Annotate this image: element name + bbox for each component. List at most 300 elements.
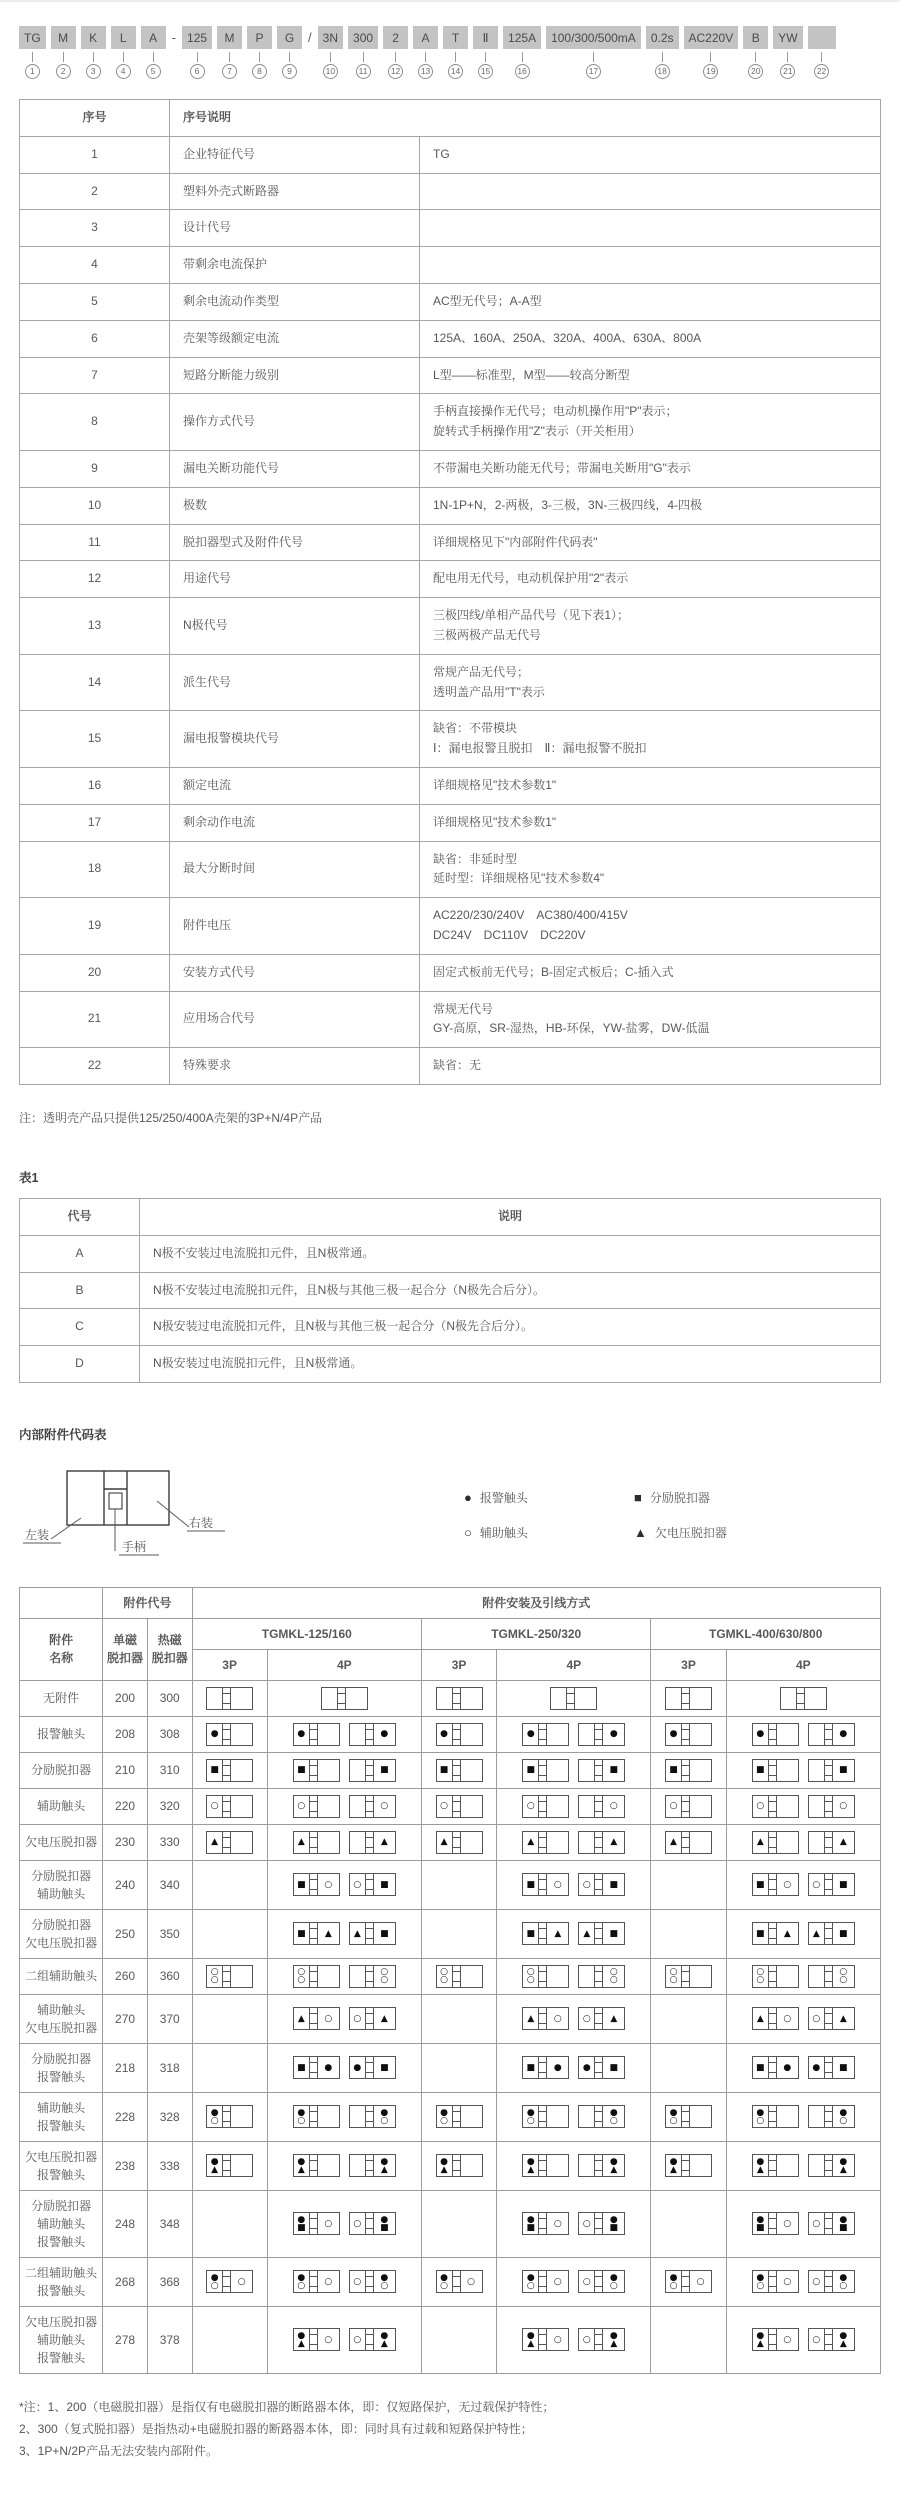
- legend-label: 欠电压脱扣器: [654, 1525, 727, 1540]
- diagram-right-slot: [318, 2155, 339, 2176]
- diagram-right-slot: [777, 2057, 798, 2078]
- row-detail: 1N-1P+N，2-两极，3-三极，3N-三极四线，4-四极: [420, 487, 881, 524]
- diagram-left-slot: [350, 1724, 366, 1745]
- attachment-symbol: ○: [839, 2280, 848, 2291]
- accessory-install-diagram: [808, 2105, 855, 2128]
- diagram-right-slot: [374, 1874, 395, 1895]
- code-number-badge: 6: [190, 64, 205, 79]
- row-number: 11: [20, 524, 170, 561]
- diagram-terminal-slot: [366, 1874, 374, 1895]
- diagram-cell: [425, 2154, 493, 2177]
- diagram-cell-td: [267, 1860, 421, 1909]
- diagram-left-slot: [753, 2008, 769, 2029]
- attachment-symbol: ●: [609, 2156, 618, 2167]
- thermal-mag-code: 370: [147, 1994, 192, 2043]
- accessory-install-diagram: [752, 1965, 799, 1988]
- attachment-symbol: ○: [839, 1975, 848, 1986]
- diagram-left-slot: [294, 2106, 310, 2127]
- attachment-symbol: ○: [669, 1967, 678, 1978]
- diagram-cell-td: [651, 1909, 726, 1958]
- diagram-terminal-slot: [769, 2213, 777, 2234]
- diagram-terminal-slot: [682, 2155, 690, 2176]
- table-row: [20, 1272, 881, 1309]
- attachment-symbol: ▲: [554, 1928, 562, 1939]
- row-description: 特殊要求: [170, 1048, 420, 1085]
- table-row: [20, 1680, 881, 1716]
- diagram-cell: [654, 2105, 722, 2128]
- diagram-cell-td: [651, 1788, 726, 1824]
- diagram-cell: [730, 2007, 877, 2030]
- attachment-symbol: ■: [380, 2222, 389, 2233]
- accessory-install-diagram: [206, 2270, 253, 2293]
- diagram-terminal-slot: [595, 2329, 603, 2350]
- diagram-terminal-slot: [595, 1724, 603, 1745]
- diagram-left-slot: [579, 2329, 595, 2350]
- thermal-mag-code: 310: [147, 1752, 192, 1788]
- attachment-symbol: ■: [380, 1879, 389, 1890]
- table-row: [20, 767, 881, 804]
- diagram-right-slot: [374, 1724, 395, 1745]
- diagram-left-slot: [809, 1874, 825, 1895]
- diagram-terminal-slot: [310, 1966, 318, 1987]
- table-row: [20, 524, 881, 561]
- row-number: 9: [20, 450, 170, 487]
- attachment-symbol: ○: [526, 1801, 535, 1812]
- accessory-name: 报警触头: [20, 1716, 103, 1752]
- code-tick: [289, 52, 290, 62]
- diagram-left-slot: [207, 1760, 223, 1781]
- single-mag-code: 268: [103, 2257, 148, 2306]
- accessory-install-diagram: [206, 2105, 253, 2128]
- code-number-badge: 2: [56, 64, 71, 79]
- diagram-left-slot: [207, 1724, 223, 1745]
- install-position-diagram: [19, 1463, 249, 1573]
- diagram-terminal-slot: [539, 1832, 547, 1853]
- acc-header-3p: 3P: [422, 1649, 497, 1680]
- diagram-cell-td: [726, 2043, 880, 2092]
- accessory-install-diagram: [293, 1795, 340, 1818]
- row-detail: 不带漏电关断功能无代号；带漏电关断用"G"表示: [420, 450, 881, 487]
- diagram-right-slot: [777, 1796, 798, 1817]
- diagram-cell: [425, 1831, 493, 1854]
- diagram-cell: [654, 1759, 722, 1782]
- code-tick: [363, 52, 364, 62]
- diagram-left-slot: [523, 1966, 539, 1987]
- diagram-cell: [500, 1922, 647, 1945]
- row-description: 企业特征代号: [170, 136, 420, 173]
- attachment-symbol: ○: [324, 2218, 333, 2229]
- row-detail: 详细规格见"技术参数1": [420, 767, 881, 804]
- diagram-terminal-slot: [825, 1760, 833, 1781]
- diagram-terminal-slot: [595, 1923, 603, 1944]
- diagram-right-slot: [603, 2106, 624, 2127]
- diagram-terminal-slot: [338, 1688, 346, 1709]
- accessory-install-diagram: [808, 2056, 855, 2079]
- diagram-terminal-slot: [769, 2271, 777, 2292]
- table1-col2-header: 说明: [140, 1198, 881, 1235]
- diagram-cell-td: [192, 1909, 267, 1958]
- code-number-badge: 13: [418, 64, 433, 79]
- table-row: [20, 210, 881, 247]
- diagram-left-slot: [579, 1923, 595, 1944]
- thermal-mag-code: 360: [147, 1958, 192, 1994]
- n-pole-code: A: [20, 1235, 140, 1272]
- attachment-symbol: ■: [297, 2062, 306, 2073]
- attachment-symbol: ●: [297, 2107, 306, 2118]
- attachment-symbol: ○: [353, 2013, 362, 2024]
- n-pole-code: C: [20, 1309, 140, 1346]
- diagram-right-slot: [833, 1966, 854, 1987]
- attachment-symbol: ○: [609, 2115, 618, 2126]
- diagram-left-slot: [809, 2213, 825, 2234]
- diagram-right-slot: [461, 1796, 482, 1817]
- accessory-install-diagram: [436, 2270, 483, 2293]
- thermal-mag-code: 338: [147, 2141, 192, 2190]
- diagram-cell-td: [192, 1680, 267, 1716]
- main-table-col1-header: 序号: [20, 100, 170, 137]
- accessory-install-diagram: [808, 1873, 855, 1896]
- diagram-right-slot: [374, 2106, 395, 2127]
- diagram-terminal-slot: [310, 2057, 318, 2078]
- code-tick: [787, 52, 788, 62]
- row-detail: 常规无代号 GY-高原，SR-湿热，HB-环保，YW-盐雾，DW-低温: [420, 991, 881, 1048]
- attachment-symbol: ○: [696, 2276, 705, 2287]
- diagram-left-slot: [666, 2155, 682, 2176]
- diagram-left-slot: [523, 2155, 539, 2176]
- diagram-left-slot: [294, 1874, 310, 1895]
- diagram-cell-td: [726, 1824, 880, 1860]
- diagram-left-slot: [809, 2106, 825, 2127]
- diagram-cell-td: [497, 1680, 651, 1716]
- row-description: 安装方式代号: [170, 954, 420, 991]
- row-description: 塑料外壳式断路器: [170, 173, 420, 210]
- row-detail: 缺省：不带模块 Ⅰ：漏电报警且脱扣 Ⅱ：漏电报警不脱扣: [420, 711, 881, 768]
- accessory-install-diagram: [752, 2056, 799, 2079]
- row-description: 附件电压: [170, 898, 420, 955]
- diagram-terminal-slot: [223, 1724, 231, 1745]
- diagram-right-slot: [547, 1923, 568, 1944]
- n-pole-code: B: [20, 1272, 140, 1309]
- diagram-left-slot: [350, 1796, 366, 1817]
- attachment-symbol: ●: [756, 2272, 765, 2283]
- attachment-symbol: ■: [297, 2222, 306, 2233]
- acc-header-name: 附件 名称: [20, 1618, 103, 1680]
- diagram-right-slot: [231, 2106, 252, 2127]
- diagram-right-slot: [547, 1874, 568, 1895]
- attachment-symbol: ○: [812, 2013, 821, 2024]
- diagram-right-slot: [318, 1832, 339, 1853]
- diagram-cell: [654, 2154, 722, 2177]
- thermal-mag-code: 378: [147, 2306, 192, 2373]
- attachment-symbol: ●: [756, 2214, 765, 2225]
- diagram-terminal-slot: [825, 2155, 833, 2176]
- acc-header-thermal: 热磁 脱扣器: [147, 1618, 192, 1680]
- diagram-left-slot: [523, 1796, 539, 1817]
- diagram-cell-td: [726, 1680, 880, 1716]
- attachment-symbol: ●: [210, 2107, 219, 2118]
- diagram-left-slot: [523, 2329, 539, 2350]
- accessory-install-diagram: [808, 2212, 855, 2235]
- attachment-symbol: ○: [756, 2280, 765, 2291]
- diagram-right-slot: [833, 2106, 854, 2127]
- diagram-cell-td: [497, 1752, 651, 1788]
- diagram-terminal-slot: [769, 1724, 777, 1745]
- attachment-symbol: ○: [783, 2276, 792, 2287]
- diagram-cell: [730, 1831, 877, 1854]
- accessory-install-diagram: [436, 1759, 483, 1782]
- table-row: [20, 1048, 881, 1085]
- row-detail: 常规产品无代号； 透明盖产品用"T"表示: [420, 654, 881, 711]
- legend-label: 报警触头: [479, 1490, 528, 1505]
- attachment-symbol: ○: [297, 1967, 306, 1978]
- accessory-install-diagram: [752, 2154, 799, 2177]
- attachment-symbol: ○: [297, 2115, 306, 2126]
- diagram-cell-td: [422, 2306, 497, 2373]
- diagram-cell-td: [267, 2190, 421, 2257]
- accessory-install-diagram: [293, 2105, 340, 2128]
- diagram-cell: [500, 2212, 647, 2235]
- diagram-left-slot: [437, 1760, 453, 1781]
- diagram-right-slot: [690, 1688, 711, 1709]
- accessory-install-diagram: [578, 1922, 625, 1945]
- n-pole-description: N极不安装过电流脱扣元件，且N极与其他三极一起合分（N极先合后分）。: [140, 1272, 881, 1309]
- diagram-cell: [271, 1723, 418, 1746]
- row-number: 2: [20, 173, 170, 210]
- accessory-install-diagram: [206, 1831, 253, 1854]
- row-detail: AC型无代号；A-A型: [420, 283, 881, 320]
- code-tick: [63, 52, 64, 62]
- diagram-left-slot: [523, 1874, 539, 1895]
- diagram-cell-td: [267, 1958, 421, 1994]
- accessory-install-diagram: [349, 1723, 396, 1746]
- diagram-terminal-slot: [453, 2271, 461, 2292]
- accessory-install-diagram: [522, 1795, 569, 1818]
- single-mag-code: 210: [103, 1752, 148, 1788]
- diagram-cell: [730, 1723, 877, 1746]
- row-description: 脱扣器型式及附件代号: [170, 524, 420, 561]
- accessory-install-diagram: [578, 1723, 625, 1746]
- table-row: [20, 2306, 881, 2373]
- acc-header-frame-400: TGMKL-400/630/800: [651, 1618, 881, 1649]
- diagram-right-slot: [374, 2008, 395, 2029]
- diagram-left-slot: [666, 1796, 682, 1817]
- diagram-terminal-slot: [223, 2271, 231, 2292]
- diagram-right-slot: [805, 1688, 826, 1709]
- row-description: 剩余电流动作类型: [170, 283, 420, 320]
- attachment-symbol: ■: [756, 1879, 765, 1890]
- code-number-badge: 12: [388, 64, 403, 79]
- diagram-right-slot: [374, 1796, 395, 1817]
- diagram-cell: [271, 1795, 418, 1818]
- code-box: 0.2s: [646, 26, 679, 49]
- diagram-terminal-slot: [769, 2106, 777, 2127]
- diagram-terminal-slot: [825, 2329, 833, 2350]
- diagram-terminal-slot: [453, 1724, 461, 1745]
- diagram-left-slot: [350, 1760, 366, 1781]
- attachment-symbol: ●: [380, 2214, 389, 2225]
- code-box: 300: [348, 26, 378, 49]
- row-detail: [420, 247, 881, 284]
- attachment-symbol: ▲: [297, 2013, 305, 2024]
- accessory-install-diagram: [349, 1831, 396, 1854]
- accessory-install-diagram: [578, 2270, 625, 2293]
- accessory-install-diagram: [578, 1873, 625, 1896]
- diagram-terminal-slot: [825, 2271, 833, 2292]
- accessory-install-diagram: [578, 2328, 625, 2351]
- diagram-cell-td: [422, 1958, 497, 1994]
- row-detail: 固定式板前无代号；B-固定式板后；C-插入式: [420, 954, 881, 991]
- diagram-cell: [500, 2154, 647, 2177]
- accessory-install-diagram: [550, 1687, 597, 1710]
- accessory-install-diagram: [522, 1873, 569, 1896]
- diagram-right-slot: [777, 2008, 798, 2029]
- diagram-terminal-slot: [310, 2155, 318, 2176]
- code-box: M: [217, 26, 242, 49]
- accessory-install-diagram: [752, 1759, 799, 1782]
- attachment-symbol: ○: [553, 2013, 562, 2024]
- single-mag-code: 208: [103, 1716, 148, 1752]
- table-row: [20, 1824, 881, 1860]
- diagram-right-slot: [690, 1724, 711, 1745]
- accessory-install-diagram: [206, 1965, 253, 1988]
- attachment-symbol: ▲: [527, 2013, 535, 2024]
- single-mag-code: 248: [103, 2190, 148, 2257]
- diagram-cell-td: [651, 2306, 726, 2373]
- row-detail: 缺省：非延时型 延时型：详细规格见"技术参数4": [420, 841, 881, 898]
- accessory-name: 欠电压脱扣器: [20, 1824, 103, 1860]
- accessory-install-diagram: [665, 2270, 712, 2293]
- code-box: Ⅱ: [473, 26, 498, 49]
- accessory-install-diagram: [752, 1873, 799, 1896]
- diagram-cell-td: [651, 1716, 726, 1752]
- attachment-symbol: ■: [297, 1928, 306, 1939]
- attachment-symbol: ○: [669, 2280, 678, 2291]
- diagram-cell: [730, 2154, 877, 2177]
- diagram-left-slot: [294, 2057, 310, 2078]
- attachment-symbol: ○: [380, 2280, 389, 2291]
- attachment-symbol: ■: [756, 2222, 765, 2233]
- diagram-right-slot: [777, 2155, 798, 2176]
- single-mag-code: 260: [103, 1958, 148, 1994]
- diagram-terminal-slot: [769, 1760, 777, 1781]
- diagram-left-slot: [666, 2106, 682, 2127]
- diagram-terminal-slot: [567, 1688, 575, 1709]
- diagram-left-slot: [350, 2106, 366, 2127]
- attachment-symbol: ○: [756, 1967, 765, 1978]
- accessory-table-body: [20, 1680, 881, 2373]
- row-detail: [420, 210, 881, 247]
- diagram-right-slot: [231, 1760, 252, 1781]
- diagram-right-slot: [231, 1724, 252, 1745]
- diagram-right-slot: [461, 2155, 482, 2176]
- accessory-name: 分励脱扣器 辅助触头 报警触头: [20, 2190, 103, 2257]
- diagram-terminal-slot: [453, 1966, 461, 1987]
- attachment-symbol: ●: [609, 2330, 618, 2341]
- accessory-install-diagram: [293, 1723, 340, 1746]
- diagram-terminal-slot: [453, 1688, 461, 1709]
- diagram-cell: [196, 1831, 264, 1854]
- attachment-symbol: ○: [210, 1967, 219, 1978]
- row-description: 派生代号: [170, 654, 420, 711]
- attachment-symbol: ●: [324, 2062, 333, 2073]
- diagram-right-slot: [777, 1966, 798, 1987]
- code-segment: [743, 26, 768, 79]
- diagram-right-slot: [690, 2271, 711, 2292]
- code-number-badge: 15: [478, 64, 493, 79]
- diagram-cell-td: [267, 1716, 421, 1752]
- code-number-badge: 14: [448, 64, 463, 79]
- diagram-right-slot: [603, 2057, 624, 2078]
- table-row: [20, 991, 881, 1048]
- attachment-symbol: ■: [380, 1928, 389, 1939]
- attachment-symbol: ○: [440, 2115, 448, 2126]
- code-number-badge: 4: [116, 64, 131, 79]
- diagram-right-slot: [318, 2329, 339, 2350]
- code-segment: [473, 26, 498, 79]
- diagram-left-slot: [350, 1966, 366, 1987]
- diagram-right-slot: [547, 1724, 568, 1745]
- table1-header-row: [20, 1198, 881, 1235]
- diagram-terminal-slot: [310, 2213, 318, 2234]
- main-table-col2-header: 序号说明: [170, 100, 881, 137]
- shell-note: 注：透明壳产品只提供125/250/400A壳架的3P+N/4P产品: [19, 1110, 323, 1125]
- diagram-terminal-slot: [539, 1724, 547, 1745]
- diagram-right-slot: [603, 2008, 624, 2029]
- attachment-symbol: ●: [440, 2272, 448, 2283]
- diagram-right-slot: [777, 1923, 798, 1944]
- code-number-badge: 22: [814, 64, 829, 79]
- attachment-symbol: ▲: [783, 1928, 791, 1939]
- diagram-right-slot: [231, 1832, 252, 1853]
- attachment-symbol: ▲: [583, 1928, 591, 1939]
- diagram-cell: [425, 2270, 493, 2293]
- diagram-left-slot: [753, 1724, 769, 1745]
- 欠电压脱扣器-icon: ▲: [634, 1524, 647, 1540]
- attachment-symbol: ▲: [839, 2338, 847, 2349]
- diagram-right-slot: [603, 1874, 624, 1895]
- diagram-cell: [196, 2105, 264, 2128]
- diagram-cell: [730, 1795, 877, 1818]
- table1-body: [20, 1235, 881, 1382]
- diagram-cell-td: [192, 2190, 267, 2257]
- accessory-install-diagram: [752, 1723, 799, 1746]
- accessory-name: 辅助触头 欠电压脱扣器: [20, 1994, 103, 2043]
- diagram-cell: [271, 1687, 418, 1710]
- diagram-cell: [196, 1759, 264, 1782]
- acc-header-4p: 4P: [267, 1649, 421, 1680]
- diagram-left-slot: [523, 2057, 539, 2078]
- diagram-cell-td: [726, 1860, 880, 1909]
- diagram-left-slot: [579, 1724, 595, 1745]
- diagram-left-slot: [809, 2008, 825, 2029]
- attachment-symbol: ▲: [610, 2338, 618, 2349]
- accessory-name: 二组辅助触头: [20, 1958, 103, 1994]
- attachment-symbol: ○: [526, 1967, 535, 1978]
- label-left-install: 左装: [25, 1527, 50, 1542]
- diagram-terminal-slot: [682, 1796, 690, 1817]
- diagram-terminal-slot: [453, 2155, 461, 2176]
- code-separator: /: [308, 30, 312, 45]
- diagram-left-slot: [350, 1832, 366, 1853]
- table-row: [20, 2043, 881, 2092]
- diagram-right-slot: [374, 1760, 395, 1781]
- diagram-left-slot: [437, 2106, 453, 2127]
- diagram-right-slot: [547, 1832, 568, 1853]
- attachment-symbol: ○: [783, 2218, 792, 2229]
- diagram-left-slot: [753, 2106, 769, 2127]
- row-number: 10: [20, 487, 170, 524]
- attachment-symbol: ○: [609, 1801, 618, 1812]
